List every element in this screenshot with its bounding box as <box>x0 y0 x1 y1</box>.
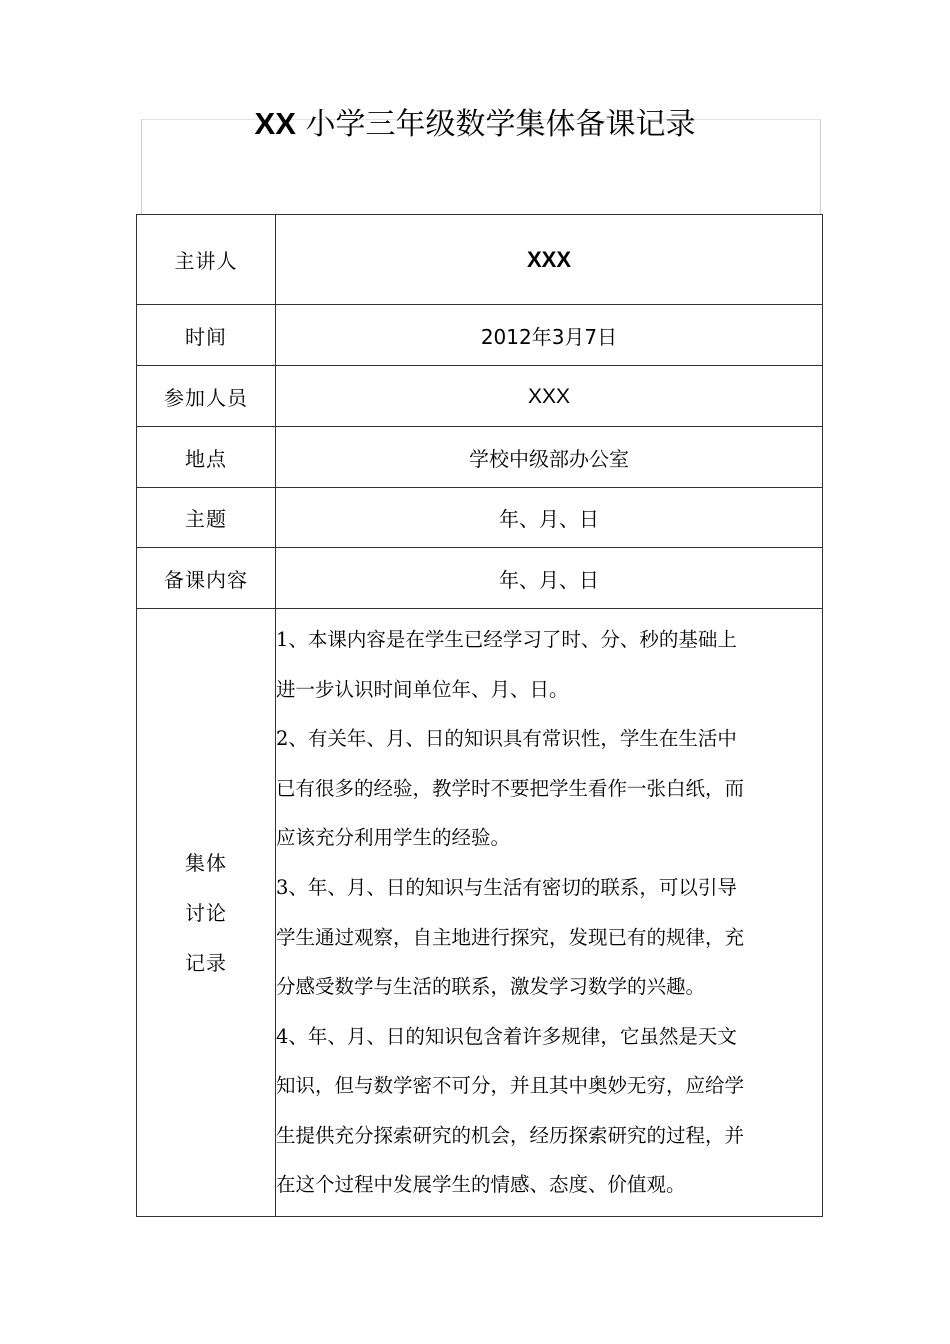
discussion-line: 2、有关年、月、日的知识具有常识性，学生在生活中 <box>276 727 737 751</box>
attendees-row <box>137 366 823 427</box>
topic-value: 年、月、日 <box>276 488 823 548</box>
discussion-line: 进一步认识时间单位年、月、日。 <box>276 677 569 701</box>
discussion-line: 学生通过观察，自主地进行探究，发现已有的规律，充 <box>276 925 745 949</box>
attendees-value-text: XXX <box>527 384 571 408</box>
location-value: 学校中级部办公室 <box>276 427 823 488</box>
discussion-line: 已有很多的经验，教学时不要把学生看作一张白纸，而 <box>276 776 745 800</box>
discussion-row <box>137 609 823 1217</box>
presenter-value-text: XXX <box>526 246 572 272</box>
discussion-line: 生提供充分探索研究的机会，经历探索研究的过程，并 <box>276 1123 745 1147</box>
discussion-line: 3、年、月、日的知识与生活有密切的联系，可以引导 <box>276 875 737 899</box>
document-title <box>0 104 950 145</box>
discussion-label-line: 集体 <box>185 850 227 875</box>
time-value: 2012年3月7日 <box>276 305 823 366</box>
presenter-value <box>276 215 823 305</box>
content-label: 备课内容 <box>137 548 276 609</box>
attendees-label: 参加人员 <box>137 366 276 427</box>
discussion-label <box>137 609 276 1217</box>
content-row <box>137 548 823 609</box>
title-prefix: XX <box>254 106 296 141</box>
presenter-row <box>137 215 823 305</box>
discussion-line: 应该充分利用学生的经验。 <box>276 826 511 850</box>
discussion-line: 在这个过程中发展学生的情感、态度、价值观。 <box>276 1173 686 1197</box>
topic-label: 主题 <box>137 488 276 548</box>
discussion-line: 分感受数学与生活的联系，激发学习数学的兴趣。 <box>276 975 706 999</box>
presenter-label: 主讲人 <box>137 215 276 305</box>
content-value: 年、月、日 <box>276 548 823 609</box>
title-text: 小学三年级数学集体备课记录 <box>305 107 696 142</box>
discussion-line: 知识，但与数学密不可分，并且其中奥妙无穷，应给学 <box>276 1074 745 1098</box>
discussion-content <box>276 609 823 1217</box>
attendees-value <box>276 366 823 427</box>
time-label: 时间 <box>137 305 276 366</box>
discussion-line: 4、年、月、日的知识包含着许多规律，它虽然是天文 <box>276 1024 737 1048</box>
time-row <box>137 305 823 366</box>
lesson-record-table <box>136 214 823 1217</box>
location-label: 地点 <box>137 427 276 488</box>
location-row <box>137 427 823 488</box>
discussion-label-line: 记录 <box>185 950 227 975</box>
discussion-label-line: 讨论 <box>185 900 227 925</box>
topic-row <box>137 488 823 548</box>
discussion-line: 1、本课内容是在学生已经学习了时、分、秒的基础上 <box>276 627 737 651</box>
